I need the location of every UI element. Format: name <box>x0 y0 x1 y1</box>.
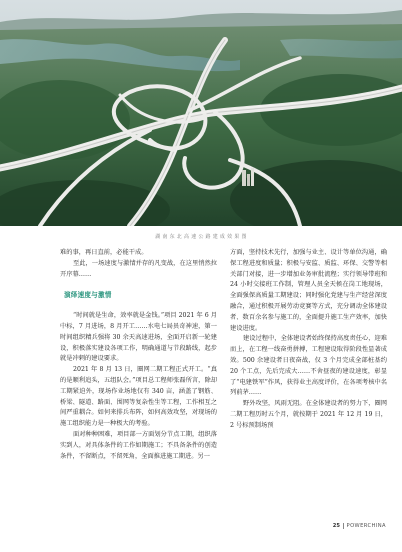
interchange-illustration <box>0 0 402 226</box>
paragraph: 建设过程中，全体建设者始终保持高度责任心，迎难而上，在工程一线奋勇拼搏，工程建设取得阶段性显著成效。500 余建设者日夜奋战，仅 3 个月完成全部桩基约 20 个工点，先后完成大……不舍昼夜的建设速度，彰显了“电建铁军”作风，获得业主高度评价，在各项考核中名列前茅…… <box>230 335 387 397</box>
paragraph: 方面，坚持技术先行，加强与业主、设计等单位沟通，确保工程进度和质量；积极与安监、质监、环保、交警等相关部门对接，进一步增加业务审批流程；实行领导带班和 24 小时交接班工作制，管理人员全天候在岗工地现场，全面强保高质量工期建设；同时强化党建与生产经营深度融合，通过积极开展劳动竞赛等方式，充分调动全体建设者、数百余名参与施工的，全面提升施工生产效率，加快建设进度。 <box>230 249 387 332</box>
article-right-column <box>230 248 387 432</box>
section-heading: 演绎速度与激情 <box>64 291 112 300</box>
magazine-name: POWERCHINA <box>346 523 386 529</box>
paragraph: 面对种种困难，项目部一方面划分节点工期，组织落实到人，对具体条件的工作如期施工；不具备条件的创造条件，不留断点，不留死角，全面推进施工期进。另一 <box>60 430 217 460</box>
page-footer <box>333 523 386 529</box>
paragraph: 2021 年 8 月 13 日，圈网二期工程正式开工。“真的是顺利追头，五组队会。”项目总工程师张磊所言，除却工期紧迫外，现场作业场地仅有 340 亩，涵盖了钢筋、桥梁、隧道、路面、围网等复杂性生等工程，工作相互之间严重耦合。如何来排兵布阵，如何高效攻坚，对现场的施工组织能力是一种极大的考验。 <box>60 366 217 428</box>
photo-caption: 湖 南 东 北 高 速 公 路 建 成 效 果 图 <box>155 234 247 240</box>
interchange-aerial-photo <box>0 0 402 226</box>
paragraph: “时间就是生命，效率就是金钱。”项目 2021 年 6 月中标，7 月进场，8 月开工……水电七局员奇神速，第一时间组织精兵强将 30 余天高速进场，全面开启新一轮建设，积极落实建设各项工作，明确通道与节段路线，起步就是冲刺的建设要求。 <box>60 312 217 363</box>
paragraph: 难的事，再日直前，必能干成。 <box>60 249 148 256</box>
paragraph: 野外攻坚，风雨无阻。在全体建设者的努力下，圈网二期工程历时五个月，就按期于 2021 年 12 月 19 日，2 号标预制场预 <box>230 400 387 429</box>
paragraph: 至此，一场速度与激情并存的凡变战，在这里悄然拉开序幕…… <box>60 259 217 278</box>
footer-divider <box>343 523 344 529</box>
article-left-column <box>60 248 217 462</box>
page-number: 25 <box>332 523 340 529</box>
